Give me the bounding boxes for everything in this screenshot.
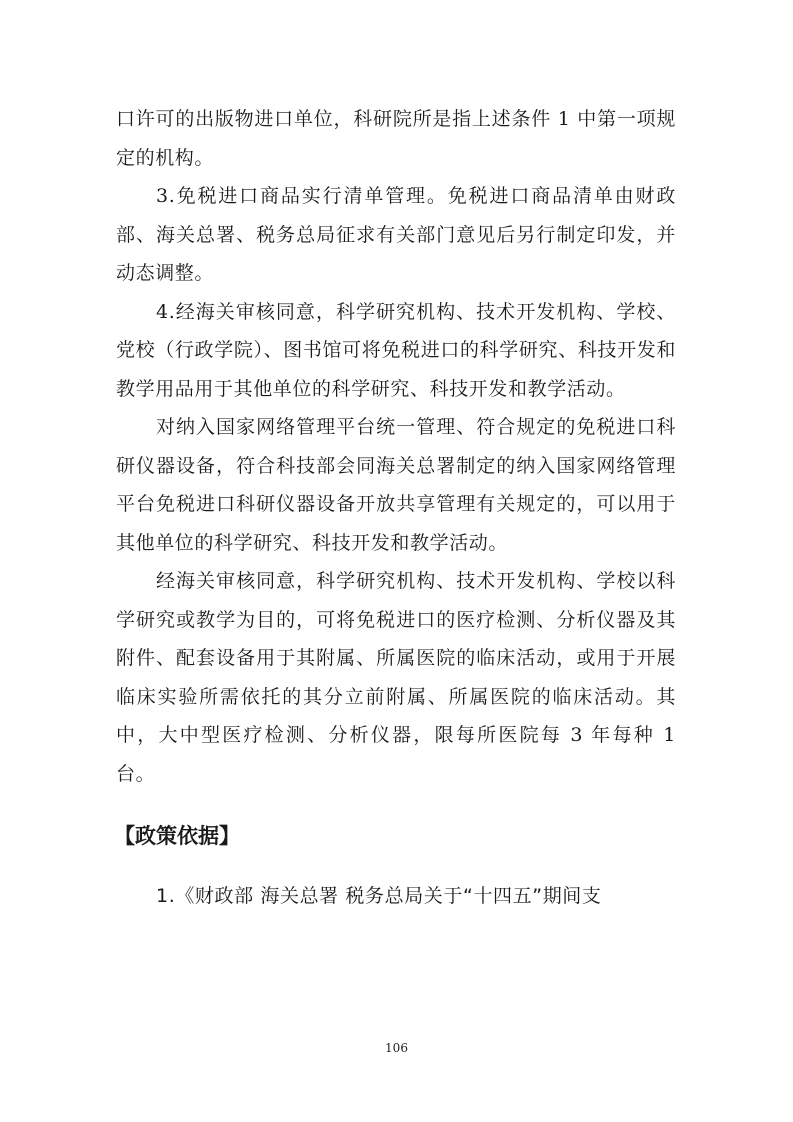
policy-basis-item-1: 1.《财政部 海关总署 税务总局关于“十四五”期间支 <box>156 885 602 907</box>
document-page <box>116 100 676 915</box>
paragraph-continuation: 口许可的出版物进口单位，科研院所是指上述条件 1 中第一项规定的机构。 <box>116 108 676 169</box>
page-number: 106 <box>385 1041 408 1055</box>
paragraph-item-3: 3.免税进口商品实行清单管理。免税进口商品清单由财政部、海关总署、税务总局征求有关部门意见后另行制定印发，并动态调整。 <box>116 185 676 284</box>
paragraph-sharing: 对纳入国家网络管理平台统一管理、符合规定的免税进口科研仪器设备，符合科技部会同海关总署制定的纳入国家网络管理平台免税进口科研仪器设备开放共享管理有关规定的，可以用于其他单位的科学研究、科技开发和教学活动。 <box>116 416 676 554</box>
paragraph-medical: 经海关审核同意，科学研究机构、技术开发机构、学校以科学研究或教学为目的，可将免税进口的医疗检测、分析仪器及其附件、配套设备用于其附属、所属医院的临床活动，或用于开展临床实验所需依托的其分立前附属、所属医院的临床活动。其中，大中型医疗检测、分析仪器，限每所医院每 3 年每种 1 台。 <box>116 570 676 785</box>
section-heading-policy-basis: 【政策依据】 <box>114 824 240 848</box>
paragraph-item-4: 4.经海关审核同意，科学研究机构、技术开发机构、学校、党校（行政学院）、图书馆可将免税进口的科学研究、科技开发和教学用品用于其他单位的科学研究、科技开发和教学活动。 <box>116 300 676 400</box>
